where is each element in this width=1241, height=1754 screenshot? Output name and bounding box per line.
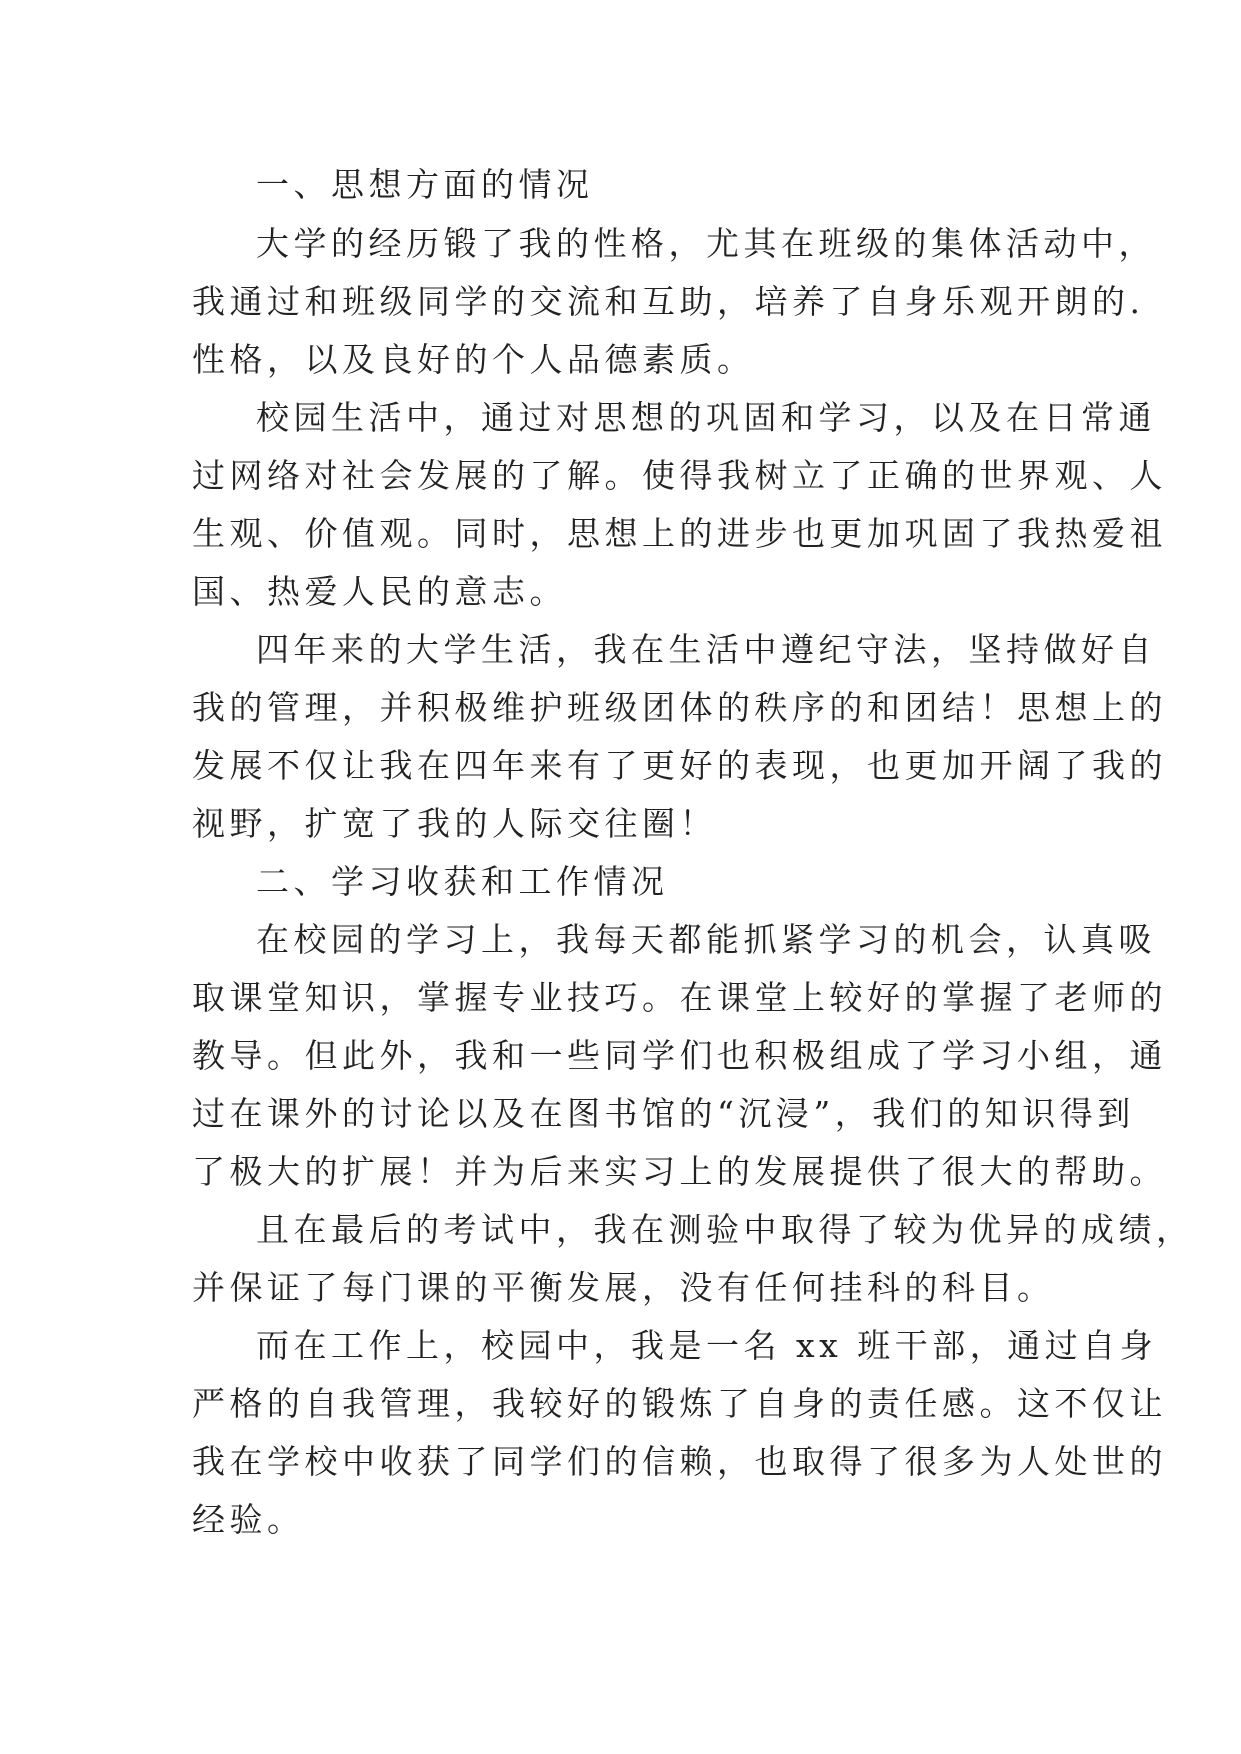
paragraph-line: 并保证了每门课的平衡发展，没有任何挂科的科目。 bbox=[192, 1268, 1055, 1307]
paragraph-line: 我通过和班级同学的交流和互助，培养了自身乐观开朗的. bbox=[192, 282, 1145, 321]
paragraph-line: 教导。但此外，我和一些同学们也积极组成了学习小组，通 bbox=[192, 1036, 1167, 1075]
paragraph-line: 我的管理，并积极维护班级团体的秩序的和团结！思想上的 bbox=[192, 688, 1167, 727]
section-heading-thought: 一、思想方面的情况 bbox=[256, 165, 594, 204]
paragraph-line: 严格的自我管理，我较好的锻炼了自身的责任感。这不仅让 bbox=[192, 1384, 1167, 1423]
paragraph-line: 国、热爱人民的意志。 bbox=[192, 572, 567, 611]
paragraph-line: 且在最后的考试中，我在测验中取得了较为优异的成绩， bbox=[256, 1210, 1194, 1249]
paragraph-line: 大学的经历锻了我的性格，尤其在班级的集体活动中， bbox=[256, 224, 1156, 263]
paragraph-line: 视野，扩宽了我的人际交往圈！ bbox=[192, 804, 717, 843]
paragraph-line: 发展不仅让我在四年来有了更好的表现，也更加开阔了我的 bbox=[192, 746, 1167, 785]
paragraph-line: 过网络对社会发展的了解。使得我树立了正确的世界观、人 bbox=[192, 456, 1167, 495]
paragraph-line: 性格，以及良好的个人品德素质。 bbox=[192, 340, 755, 379]
paragraph-line: 在校园的学习上，我每天都能抓紧学习的机会，认真吸 bbox=[256, 920, 1156, 959]
paragraph-line: 了极大的扩展！并为后来实习上的发展提供了很大的帮助。 bbox=[192, 1152, 1167, 1191]
paragraph-line: 经验。 bbox=[192, 1500, 305, 1539]
paragraph-line: 四年来的大学生活，我在生活中遵纪守法，坚持做好自 bbox=[256, 630, 1156, 669]
paragraph-line: 过在课外的讨论以及在图书馆的“沉浸”，我们的知识得到 bbox=[192, 1094, 1135, 1133]
section-heading-study-work: 二、学习收获和工作情况 bbox=[256, 862, 669, 901]
paragraph-line: 取课堂知识，掌握专业技巧。在课堂上较好的掌握了老师的 bbox=[192, 978, 1167, 1017]
paragraph-line: 校园生活中，通过对思想的巩固和学习，以及在日常通 bbox=[256, 398, 1156, 437]
paragraph-line: 我在学校中收获了同学们的信赖，也取得了很多为人处世的 bbox=[192, 1442, 1167, 1481]
paragraph-line: 而在工作上，校园中，我是一名 xx 班干部，通过自身 bbox=[256, 1326, 1158, 1365]
paragraph-line: 生观、价值观。同时，思想上的进步也更加巩固了我热爱祖 bbox=[192, 514, 1167, 553]
